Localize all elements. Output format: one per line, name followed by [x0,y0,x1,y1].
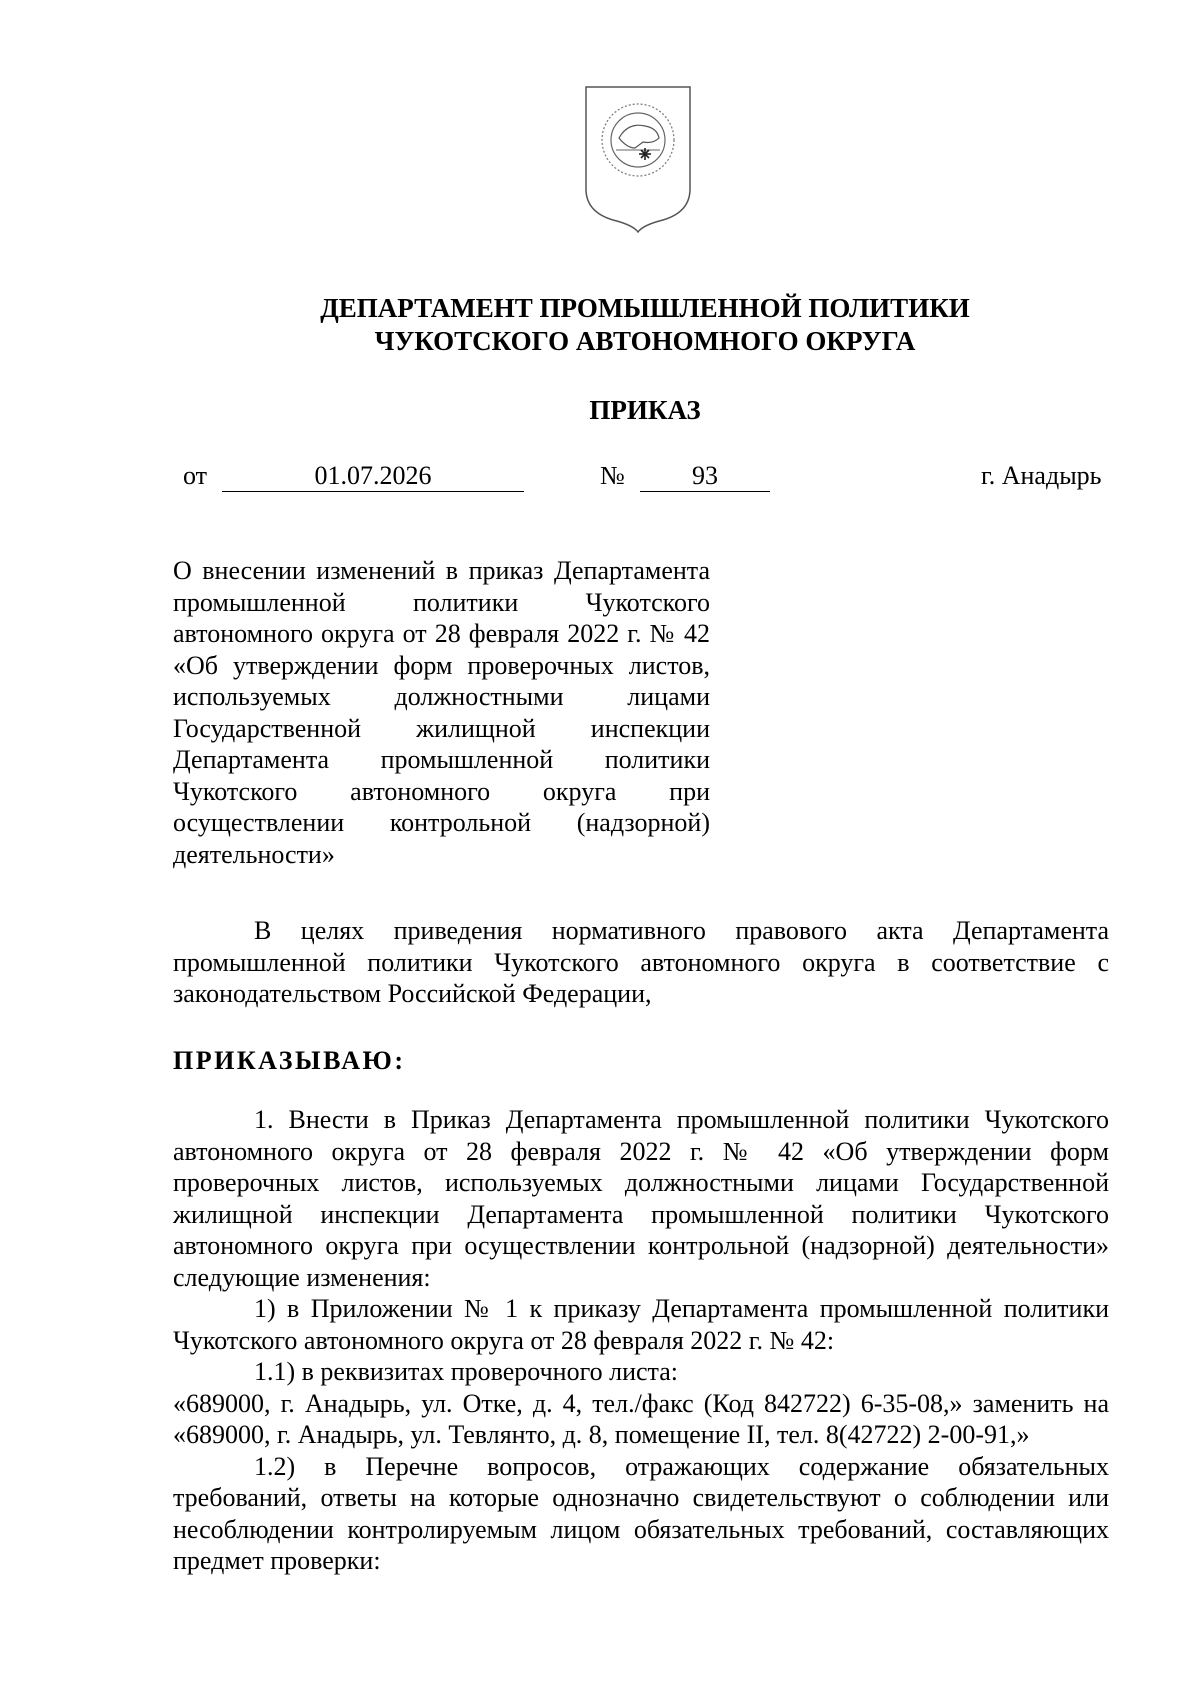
item-1-1-1-paragraph: 1.1) в реквизитах проверочного листа: [254,1357,678,1386]
requisites-replacement-paragraph: «689000, г. Анадырь, ул. Отке, д. 4, тел./факс (Код 842722) 6-35-08,» заменить на «689000, г. Анадырь, ул. Тевлянто, д. 8, помещение II, тел. 8(42722) 2-00-91,» [173,1388,1109,1449]
preamble-paragraph: В целях приведения нормативного правового акта Департамента промышленной политики Чукотского автономного округа в соответствие с законодательством Российской Федерации, [173,916,1109,1008]
order-subject: О внесении изменений в приказ Департамента промышленной политики Чукотского автономного округа от 28 февраля 2022 г. № 42 «Об утверждении форм проверочных листов, используемых должностными лицами Государственной жилищной инспекции Департамента промышленной политики Чукотского автономного округа при осуществлении контрольной (надзорной) деятельности» [173,556,710,869]
order-city: г. Анадырь [981,461,1102,490]
date-prefix: от [183,461,208,490]
document-type-title: ПРИКАЗ [589,395,701,425]
chukotka-coat-of-arms-icon [583,84,693,234]
item-1-paragraph: 1. Внести в Приказ Департамента промышленной политики Чукотского автономного округа от 28 февраля 2022 г. № 42 «Об утверждении форм проверочных листов, используемых должностными лицами Государственной жилищной инспекции Департамента промышленной политики Чукотского автономного округа при осуществлении контрольной (надзорной) деятельности» следующие изменения: [173,1105,1109,1292]
order-items [173,1104,1109,1577]
item-1-2-paragraph: 1.2) в Перечне вопросов, отражающих содержание обязательных требований, ответы на которые однозначно свидетельствуют о соблюдении или несоблюдении контролируемым лицом обязательных требований, составляющих предмет проверки: [173,1451,1109,1575]
header-line-2: ЧУКОТСКОГО АВТОНОМНОГО ОКРУГА [374,326,916,356]
order-number: 93 [640,461,770,492]
department-header [0,292,1200,358]
number-prefix: № [600,461,625,490]
item-1-1-paragraph: 1) в Приложении № 1 к приказу Департамента промышленной политики Чукотского автономного округа от 28 февраля 2022 г. № 42: [173,1294,1109,1355]
orders-heading: ПРИКАЗЫВАЮ: [173,1046,406,1075]
header-line-1: ДЕПАРТАМЕНТ ПРОМЫШЛЕННОЙ ПОЛИТИКИ [320,293,970,323]
order-date: 01.07.2026 [222,461,524,492]
coat-of-arms-emblem [583,84,693,234]
